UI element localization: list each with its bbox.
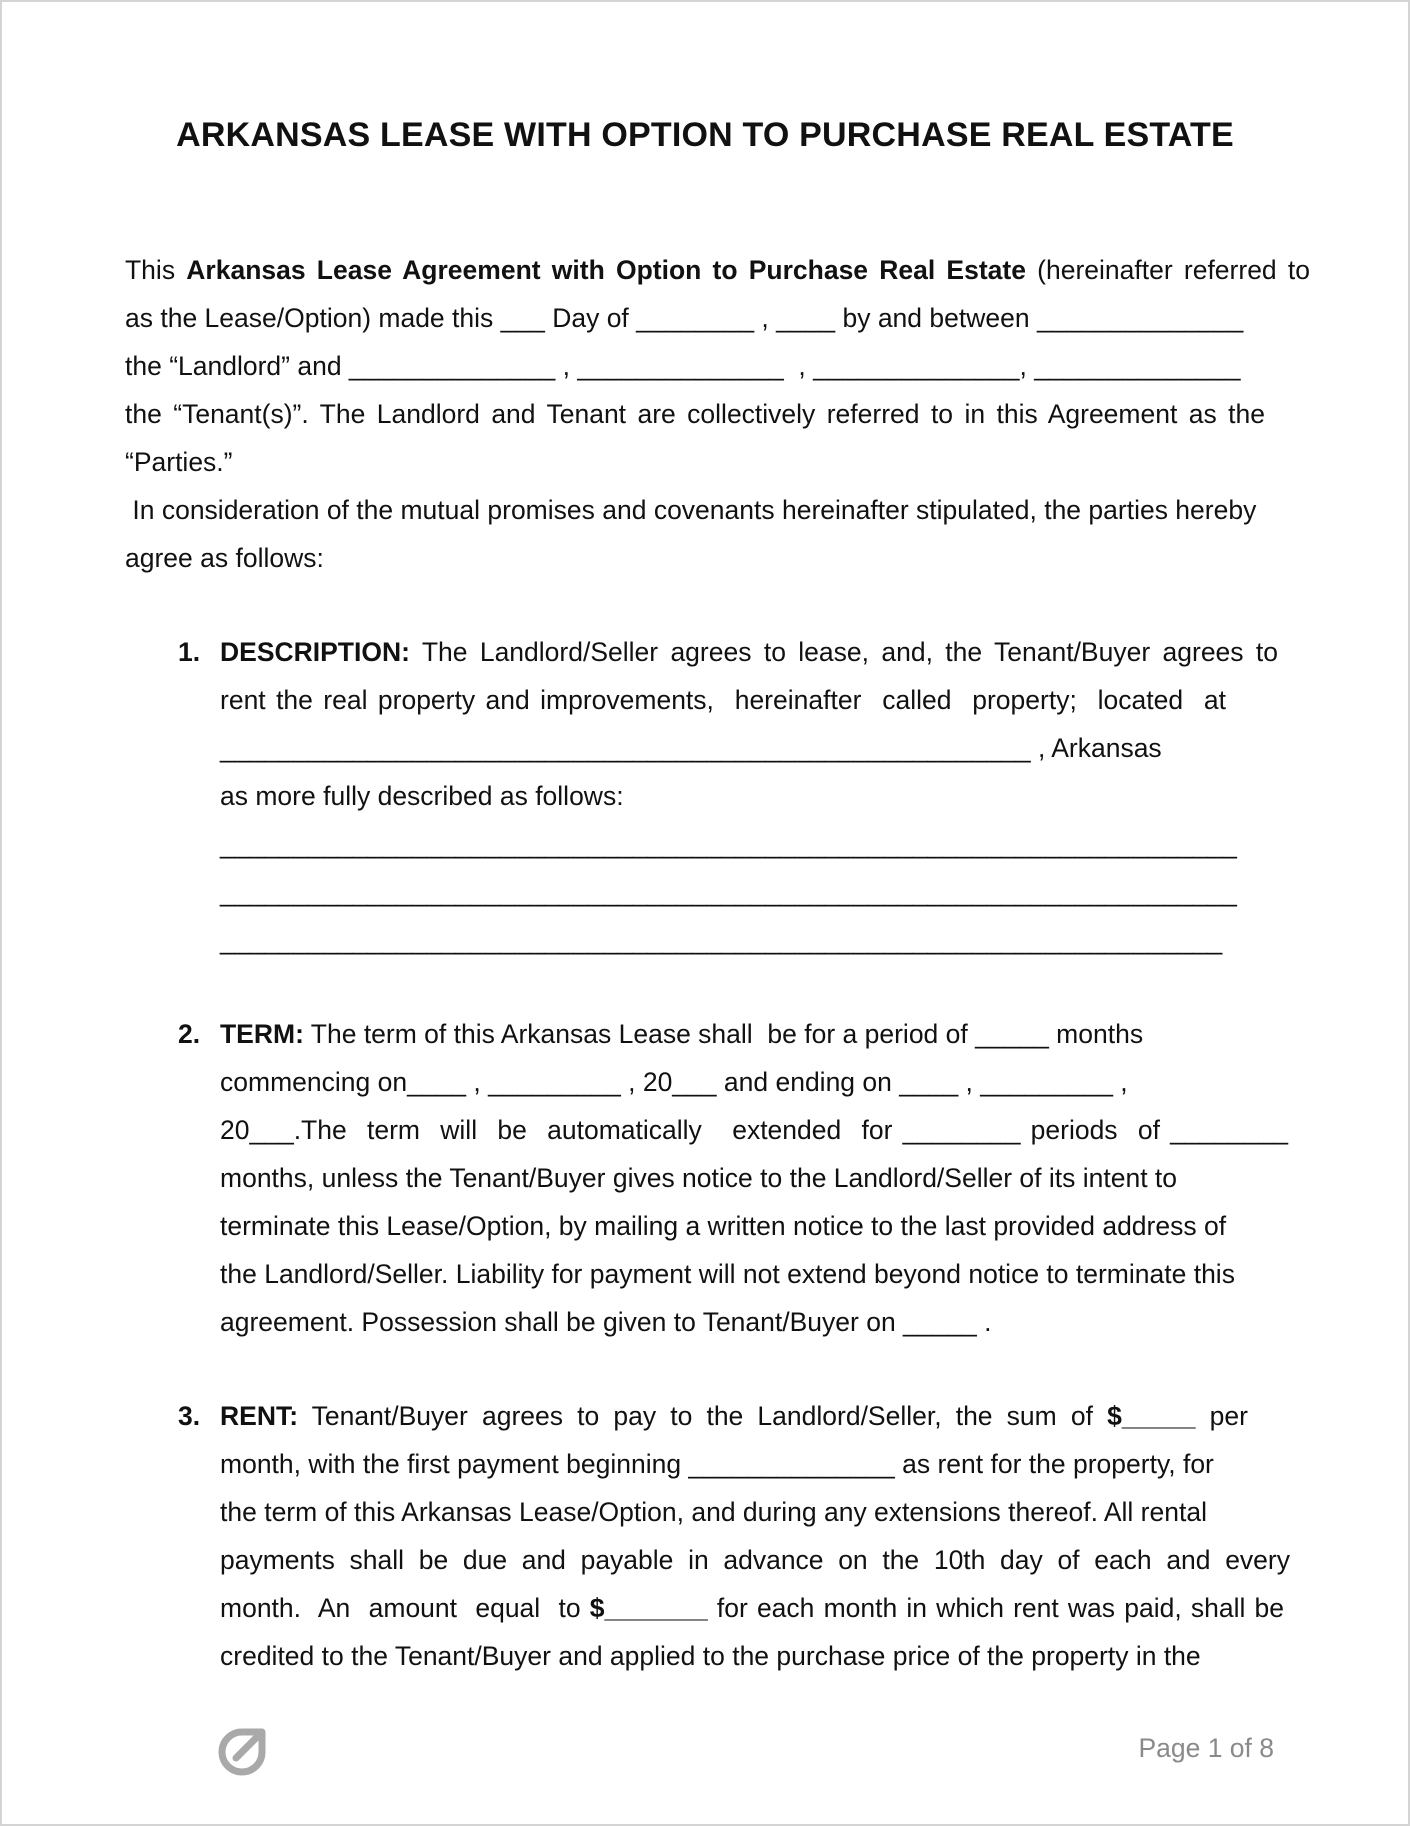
section-2-line-2: commencing on____ , _________ , 20___ and ending on ____ , _________ , — [220, 1067, 1128, 1097]
page-number: Page 1 of 8 — [1138, 1733, 1274, 1763]
intro-line-2: as the Lease/Option) made this ___ Day of ________ , ____ by and between ______________ — [125, 303, 1244, 333]
section-1-blank-line-1: _____________________________________________________________________ — [220, 829, 1237, 859]
section-2-line-5: terminate this Lease/Option, by mailing a written notice to the last provided address of — [220, 1211, 1227, 1241]
intro-line-3: the “Landlord” and ______________ , ______________ , ______________, ______________ — [125, 351, 1241, 381]
intro-line-5: “Parties.” — [125, 447, 233, 477]
intro-line-4: the “Tenant(s)”. The Landlord and Tenant are collectively referred to in this Agreement as the — [125, 399, 1265, 429]
document-title: ARKANSAS LEASE WITH OPTION TO PURCHASE REAL ESTATE — [176, 116, 1234, 154]
intro-line-6: In consideration of the mutual promises and covenants hereinafter stipulated, the parties hereby — [125, 495, 1257, 525]
intro-line-1 — [125, 254, 1310, 286]
section-3-rent-amount: $_____ — [1107, 1401, 1196, 1431]
section-3-l5-pre: month. An amount equal to — [220, 1593, 590, 1623]
section-1-l1-text: The Landlord/Seller agrees to lease, and, the Tenant/Buyer agrees to — [409, 637, 1278, 667]
section-1-line-4: as more fully described as follows: — [220, 781, 624, 811]
section-1-line-2: rent the real property and improvements, hereinafter called property; located at — [220, 685, 1226, 715]
intro-l1-pre: This — [125, 255, 187, 285]
intro-l1-bold: Arkansas Lease Agreement with Option to Purchase Real Estate — [186, 255, 1026, 285]
section-3-heading: RENT: — [220, 1401, 299, 1431]
section-2-line-4: months, unless the Tenant/Buyer gives notice to the Landlord/Seller of its intent to — [220, 1163, 1178, 1193]
section-3-line-1 — [220, 1400, 1248, 1432]
section-2-line-1 — [220, 1018, 1143, 1050]
section-3-l1-text: Tenant/Buyer agrees to pay to the Landlord/Seller, the sum of — [298, 1401, 1108, 1431]
section-1-line-1 — [220, 636, 1278, 668]
section-1-blank-line-2: _____________________________________________________________________ — [220, 877, 1237, 907]
section-1-heading: DESCRIPTION: — [220, 637, 410, 667]
share-arrow-icon — [216, 1726, 268, 1778]
section-3-line-6: credited to the Tenant/Buyer and applied to the purchase price of the property in the — [220, 1641, 1201, 1671]
section-2-line-6: the Landlord/Seller. Liability for payment will not extend beyond notice to terminate this — [220, 1259, 1235, 1289]
section-1-line-3: _______________________________________________________ , Arkansas — [220, 733, 1162, 763]
intro-line-7: agree as follows: — [125, 543, 324, 573]
section-1-number: 1. — [178, 637, 201, 667]
section-3-number: 3. — [178, 1401, 201, 1431]
section-3-l1-post: per — [1195, 1401, 1248, 1431]
intro-l1-post: (hereinafter referred to — [1025, 255, 1310, 285]
section-3-l5-post: for each month in which rent was paid, shall be — [707, 1593, 1284, 1623]
section-2-line-7: agreement. Possession shall be given to Tenant/Buyer on _____ . — [220, 1307, 992, 1337]
section-3-line-3: the term of this Arkansas Lease/Option, and during any extensions thereof. All rental — [220, 1497, 1207, 1527]
section-2-line-3: 20___.The term will be automatically extended for ________ periods of ________ — [220, 1115, 1288, 1145]
section-3-line-5 — [220, 1592, 1284, 1624]
section-3-credit-amount: $_______ — [589, 1593, 708, 1623]
section-2-heading: TERM: — [220, 1019, 304, 1049]
section-3-line-2: month, with the first payment beginning ______________ as rent for the property, for — [220, 1449, 1214, 1479]
section-2-l1-text: The term of this Arkansas Lease shall be for a period of _____ months — [303, 1019, 1144, 1049]
section-3-line-4: payments shall be due and payable in advance on the 10th day of each and every — [220, 1545, 1290, 1575]
section-1-blank-line-3: ____________________________________________________________________ — [220, 925, 1223, 955]
section-2-number: 2. — [178, 1019, 201, 1049]
